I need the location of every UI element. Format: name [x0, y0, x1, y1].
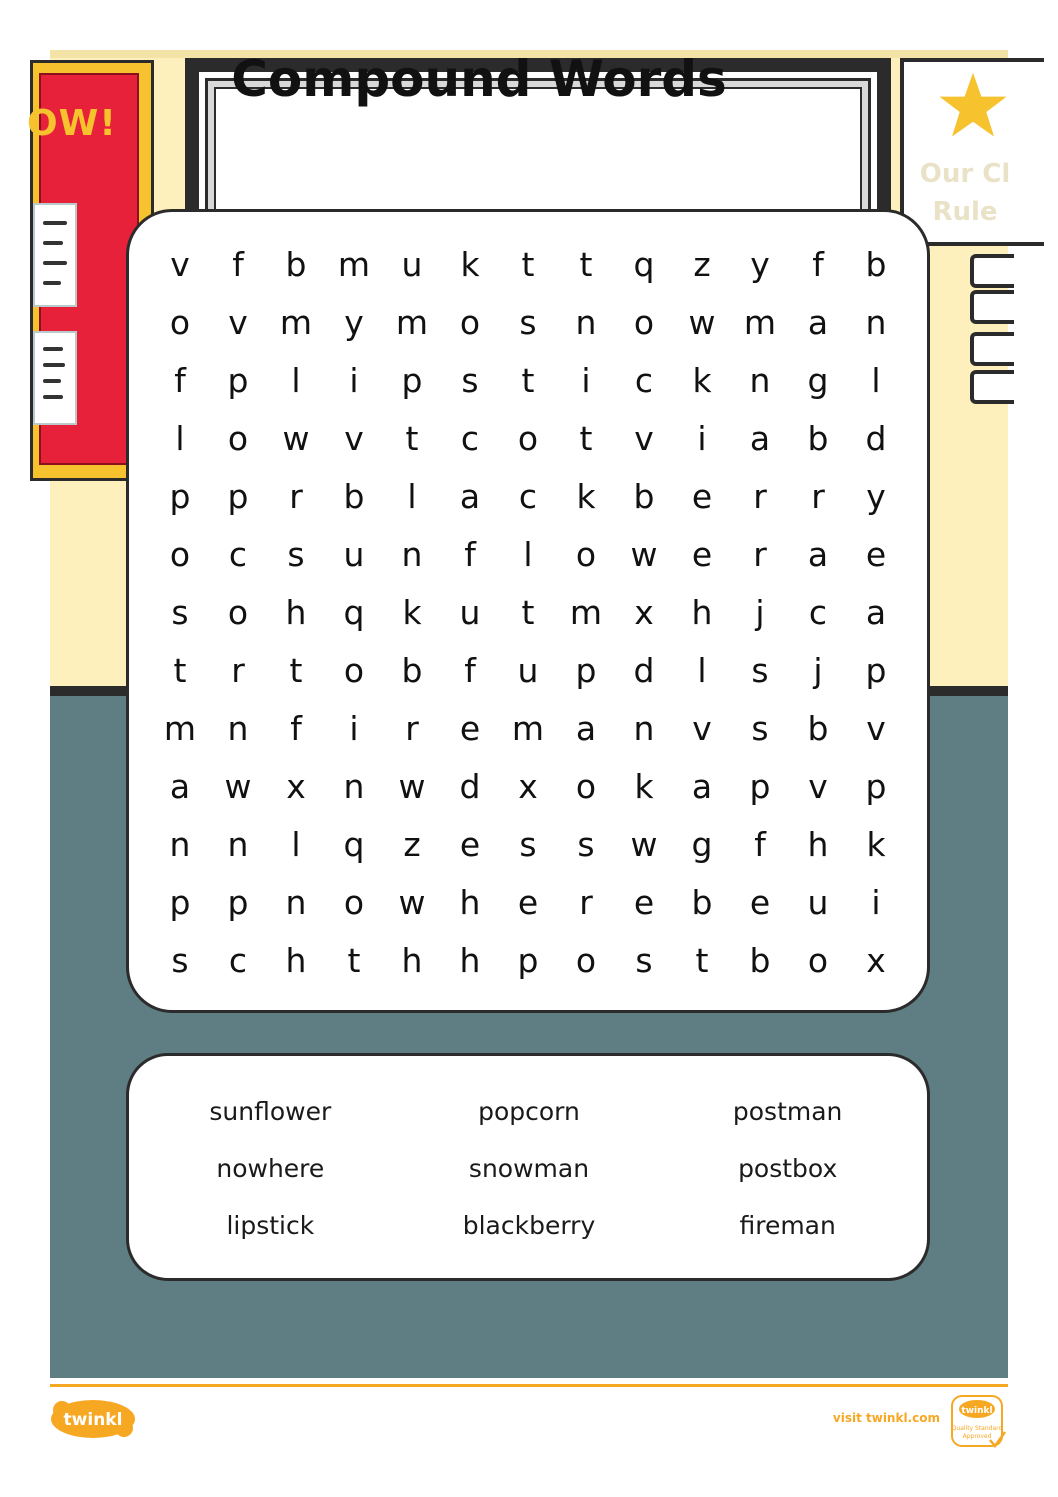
grid-letter[interactable]: c	[228, 941, 248, 980]
grid-letter[interactable]: b	[807, 419, 829, 458]
grid-letter[interactable]: h	[691, 593, 713, 632]
grid-letter[interactable]: o	[633, 303, 655, 342]
rule-tab	[970, 290, 1014, 324]
grid-letter[interactable]: k	[576, 477, 596, 516]
grid-letter[interactable]: h	[807, 825, 829, 864]
grid-letter[interactable]: v	[344, 419, 364, 458]
grid-letter[interactable]: a	[865, 593, 887, 632]
grid-letter[interactable]: k	[866, 825, 886, 864]
grid-letter[interactable]: t	[347, 941, 361, 980]
word-list-item: postbox	[738, 1154, 838, 1183]
grid-letter[interactable]: m	[511, 709, 545, 748]
grid-letter[interactable]: g	[691, 825, 713, 864]
grid-letter[interactable]: a	[807, 303, 829, 342]
word-list-item: blackberry	[462, 1211, 596, 1240]
svg-text:Approved: Approved	[962, 1433, 992, 1440]
grid-letter[interactable]: u	[343, 535, 365, 574]
grid-letter[interactable]: n	[633, 709, 655, 748]
grid-letter[interactable]: x	[634, 593, 654, 632]
grid-letter[interactable]: x	[866, 941, 886, 980]
grid-letter[interactable]: f	[754, 825, 766, 864]
grid-letter[interactable]: l	[871, 361, 881, 400]
grid-letter[interactable]: n	[285, 883, 307, 922]
grid-letter[interactable]: t	[521, 361, 535, 400]
grid-letter[interactable]: q	[633, 245, 655, 284]
grid-letter[interactable]: y	[344, 303, 364, 342]
grid-letter[interactable]: e	[517, 883, 539, 922]
footer-divider	[50, 1384, 1008, 1387]
grid-letter[interactable]: m	[395, 303, 429, 342]
grid-letter[interactable]: x	[286, 767, 306, 806]
grid-letter[interactable]: u	[401, 245, 423, 284]
grid-letter[interactable]: r	[753, 535, 767, 574]
grid-letter[interactable]: b	[343, 477, 365, 516]
quality-badge-icon	[950, 1394, 1006, 1450]
word-list-item: postman	[732, 1097, 843, 1126]
grid-letter[interactable]: v	[228, 303, 248, 342]
grid-letter[interactable]: i	[581, 361, 591, 400]
grid-letter[interactable]: o	[343, 651, 365, 690]
rule-tab	[970, 370, 1014, 404]
pinned-note	[33, 203, 77, 307]
grid-letter[interactable]: p	[401, 361, 423, 400]
grid-letter[interactable]: o	[459, 303, 481, 342]
grid-letter[interactable]: h	[285, 593, 307, 632]
grid-letter[interactable]: q	[343, 825, 365, 864]
grid-letter[interactable]: w	[398, 767, 426, 806]
grid-letter[interactable]: y	[866, 477, 886, 516]
grid-letter[interactable]: t	[289, 651, 303, 690]
grid-letter[interactable]: s	[519, 825, 537, 864]
grid-letter[interactable]: k	[460, 245, 480, 284]
grid-letter[interactable]: v	[170, 245, 190, 284]
grid-letter[interactable]: s	[751, 651, 769, 690]
grid-letter[interactable]: b	[285, 245, 307, 284]
grid-letter[interactable]: v	[808, 767, 828, 806]
grid-letter[interactable]: i	[349, 709, 359, 748]
grid-letter[interactable]: t	[521, 593, 535, 632]
grid-letter[interactable]: n	[865, 303, 887, 342]
grid-letter[interactable]: f	[464, 651, 476, 690]
grid-letter[interactable]: s	[171, 941, 189, 980]
grid-letter[interactable]: s	[287, 535, 305, 574]
word-list-item: sunflower	[209, 1097, 332, 1126]
class-rules-text: Our Cl Rule	[919, 159, 1011, 227]
grid-letter[interactable]: q	[343, 593, 365, 632]
grid-letter[interactable]: m	[279, 303, 313, 342]
grid-letter[interactable]: f	[464, 535, 476, 574]
grid-letter[interactable]: h	[401, 941, 423, 980]
logo-text: twinkl	[63, 1410, 123, 1430]
grid-letter[interactable]: n	[401, 535, 423, 574]
grid-letter[interactable]: o	[169, 303, 191, 342]
grid-letter[interactable]: p	[169, 477, 191, 516]
grid-letter[interactable]: k	[402, 593, 422, 632]
grid-letter[interactable]: h	[459, 941, 481, 980]
grid-letter[interactable]: l	[523, 535, 533, 574]
grid-letter[interactable]: i	[871, 883, 881, 922]
grid-letter[interactable]: u	[459, 593, 481, 632]
grid-letter[interactable]: n	[749, 361, 771, 400]
grid-letter[interactable]: l	[175, 419, 185, 458]
grid-letter[interactable]: m	[337, 245, 371, 284]
grid-letter[interactable]: b	[633, 477, 655, 516]
grid-letter[interactable]: f	[232, 245, 244, 284]
grid-letter[interactable]: t	[173, 651, 187, 690]
grid-letter[interactable]: o	[517, 419, 539, 458]
pinned-note	[33, 331, 77, 425]
grid-letter[interactable]: r	[579, 883, 593, 922]
grid-letter[interactable]: o	[807, 941, 829, 980]
grid-letter[interactable]: n	[227, 709, 249, 748]
grid-letter[interactable]: j	[813, 651, 823, 690]
grid-letter[interactable]: p	[575, 651, 597, 690]
grid-letter[interactable]: o	[227, 419, 249, 458]
word-list-item: snowman	[468, 1154, 590, 1183]
grid-letter[interactable]: b	[865, 245, 887, 284]
grid-letter[interactable]: b	[749, 941, 771, 980]
svg-text:Quality Standard: Quality Standard	[951, 1425, 1003, 1432]
grid-letter[interactable]: t	[695, 941, 709, 980]
grid-letter[interactable]: r	[405, 709, 419, 748]
grid-letter[interactable]: p	[169, 883, 191, 922]
rule-tab	[970, 332, 1014, 366]
grid-letter[interactable]: z	[693, 245, 711, 284]
grid-letter[interactable]: h	[285, 941, 307, 980]
grid-letter[interactable]: b	[807, 709, 829, 748]
grid-letter[interactable]: z	[403, 825, 421, 864]
grid-letter[interactable]: n	[169, 825, 191, 864]
grid-letter[interactable]: p	[227, 477, 249, 516]
grid-letter[interactable]: s	[635, 941, 653, 980]
grid-letter[interactable]: y	[750, 245, 770, 284]
grid-letter[interactable]: w	[688, 303, 716, 342]
grid-letter[interactable]: o	[169, 535, 191, 574]
grid-letter[interactable]: v	[866, 709, 886, 748]
grid-letter[interactable]: m	[569, 593, 603, 632]
grid-letter[interactable]: c	[460, 419, 480, 458]
word-list-item: fireman	[739, 1211, 836, 1240]
grid-letter[interactable]: b	[401, 651, 423, 690]
grid-letter[interactable]: l	[407, 477, 417, 516]
grid-letter[interactable]: p	[517, 941, 539, 980]
grid-letter[interactable]: e	[633, 883, 655, 922]
grid-letter[interactable]: w	[398, 883, 426, 922]
twinkl-logo	[50, 1398, 136, 1440]
grid-letter[interactable]: j	[755, 593, 765, 632]
grid-letter[interactable]: p	[865, 651, 887, 690]
grid-letter[interactable]: l	[291, 361, 301, 400]
grid-letter[interactable]: p	[865, 767, 887, 806]
grid-letter[interactable]: t	[405, 419, 419, 458]
grid-letter[interactable]: v	[634, 419, 654, 458]
grid-letter[interactable]: m	[163, 709, 197, 748]
grid-letter[interactable]: o	[343, 883, 365, 922]
grid-letter[interactable]: x	[518, 767, 538, 806]
grid-letter[interactable]: a	[575, 709, 597, 748]
grid-letter[interactable]: u	[807, 883, 829, 922]
grid-letter[interactable]: o	[575, 767, 597, 806]
grid-letter[interactable]: o	[575, 535, 597, 574]
grid-letter[interactable]: n	[227, 825, 249, 864]
grid-letter[interactable]: r	[289, 477, 303, 516]
grid-letter[interactable]: t	[521, 245, 535, 284]
wow-sign-text: OW!	[27, 103, 117, 144]
grid-letter[interactable]: l	[291, 825, 301, 864]
grid-letter[interactable]: r	[753, 477, 767, 516]
word-search-grid	[151, 236, 905, 990]
grid-letter[interactable]: p	[227, 361, 249, 400]
grid-letter[interactable]: v	[692, 709, 712, 748]
grid-letter[interactable]: c	[634, 361, 654, 400]
grid-letter[interactable]: s	[577, 825, 595, 864]
grid-letter[interactable]: g	[807, 361, 829, 400]
grid-letter[interactable]: t	[579, 245, 593, 284]
grid-letter[interactable]: w	[224, 767, 252, 806]
grid-letter[interactable]: n	[575, 303, 597, 342]
grid-letter[interactable]: s	[519, 303, 537, 342]
grid-letter[interactable]: s	[171, 593, 189, 632]
grid-letter[interactable]: p	[749, 767, 771, 806]
grid-letter[interactable]: a	[807, 535, 829, 574]
grid-letter[interactable]: a	[749, 419, 771, 458]
grid-letter[interactable]: e	[691, 535, 713, 574]
grid-letter[interactable]: p	[227, 883, 249, 922]
grid-letter[interactable]: c	[518, 477, 538, 516]
grid-letter[interactable]: e	[865, 535, 887, 574]
grid-letter[interactable]: e	[691, 477, 713, 516]
grid-letter[interactable]: k	[634, 767, 654, 806]
word-list-item: popcorn	[478, 1097, 580, 1126]
grid-letter[interactable]: a	[459, 477, 481, 516]
grid-letter[interactable]: o	[227, 593, 249, 632]
grid-letter[interactable]: a	[691, 767, 713, 806]
grid-letter[interactable]: w	[630, 825, 658, 864]
word-list-item: lipstick	[226, 1211, 315, 1240]
page-title: Compound Words	[231, 50, 727, 108]
grid-letter[interactable]: o	[575, 941, 597, 980]
grid-letter[interactable]: r	[231, 651, 245, 690]
visit-link[interactable]: visit twinkl.com	[832, 1411, 940, 1425]
grid-letter[interactable]: t	[579, 419, 593, 458]
grid-letter[interactable]: e	[459, 825, 481, 864]
grid-letter[interactable]: s	[461, 361, 479, 400]
grid-letter[interactable]: m	[743, 303, 777, 342]
svg-text:twinkl: twinkl	[961, 1406, 993, 1416]
word-list-item: nowhere	[216, 1154, 325, 1183]
grid-letter[interactable]: r	[811, 477, 825, 516]
grid-letter[interactable]: k	[692, 361, 712, 400]
grid-letter[interactable]: e	[749, 883, 771, 922]
grid-letter[interactable]: b	[691, 883, 713, 922]
grid-letter[interactable]: u	[517, 651, 539, 690]
grid-letter[interactable]: i	[349, 361, 359, 400]
grid-letter[interactable]: f	[812, 245, 824, 284]
grid-letter[interactable]: d	[865, 419, 887, 458]
grid-letter[interactable]: i	[697, 419, 707, 458]
grid-letter[interactable]: f	[290, 709, 302, 748]
grid-letter[interactable]: d	[459, 767, 481, 806]
grid-letter[interactable]: c	[808, 593, 828, 632]
word-list	[141, 1085, 917, 1256]
grid-letter[interactable]: s	[751, 709, 769, 748]
grid-letter[interactable]: w	[630, 535, 658, 574]
grid-letter[interactable]: w	[282, 419, 310, 458]
grid-letter[interactable]: f	[174, 361, 186, 400]
grid-letter[interactable]: n	[343, 767, 365, 806]
grid-letter[interactable]: a	[169, 767, 191, 806]
grid-letter[interactable]: d	[633, 651, 655, 690]
grid-letter[interactable]: e	[459, 709, 481, 748]
rule-tab	[970, 254, 1014, 288]
grid-letter[interactable]: c	[228, 535, 248, 574]
grid-letter[interactable]: l	[697, 651, 707, 690]
grid-letter[interactable]: h	[459, 883, 481, 922]
